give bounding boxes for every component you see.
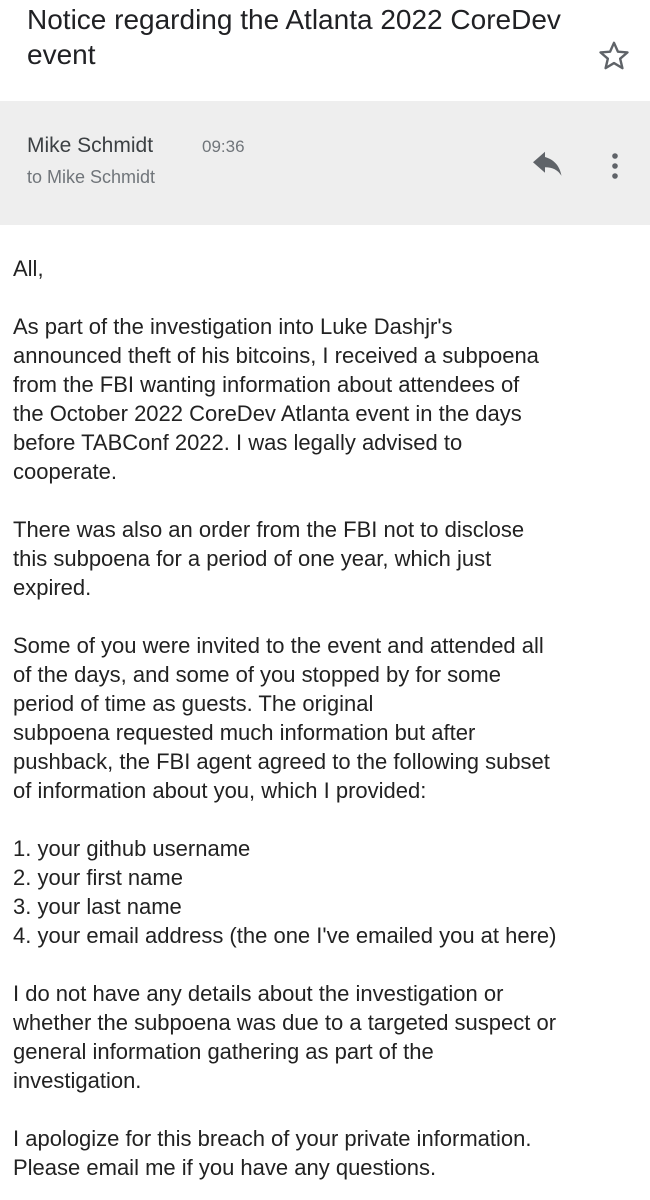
list-item: 2. your first name: [13, 865, 183, 890]
message-time: 09:36: [202, 137, 245, 156]
message-body: [13, 254, 643, 1182]
paragraph-apology: I apologize for this breach of your private information. Please email me if you have any questions.: [13, 1126, 532, 1180]
paragraph-no-details: I do not have any details about the investigation or whether the subpoena was due to a targeted suspect or general information gathering as part of the investigation.: [13, 981, 557, 1093]
email-subject: Notice regarding the Atlanta 2022 CoreDev event: [27, 4, 561, 70]
paragraph-investigation: As part of the investigation into Luke Dashjr's announced theft of his bitcoins, I received a subpoena from the FBI wanting information about attendees of the October 2022 CoreDev Atlanta event in the days before TABConf 2022. I was legally advised to cooperate.: [13, 314, 539, 484]
star-icon[interactable]: [596, 38, 632, 74]
more-vert-icon[interactable]: [602, 147, 628, 187]
reply-icon[interactable]: [530, 151, 566, 181]
info-list: [13, 834, 643, 950]
paragraph-disclosure-order: There was also an order from the FBI not to disclose this subpoena for a period of one year, which just expired.: [13, 517, 525, 600]
greeting: All,: [13, 256, 44, 281]
list-item: 4. your email address (the one I've emailed you at here): [13, 923, 557, 948]
message-header: [0, 101, 650, 225]
list-item: 3. your last name: [13, 894, 182, 919]
paragraph-attendees: Some of you were invited to the event and attended all of the days, and some of you stopped by for some period of time as guests. The original subpoena requested much information but after pushback, the FBI agent agreed to the following subset of information about you, which I provided:: [13, 633, 550, 803]
recipient-line[interactable]: to Mike Schmidt: [27, 167, 156, 187]
subject-bar: [0, 0, 650, 100]
list-item: 1. your github username: [13, 836, 251, 861]
sender-name[interactable]: Mike Schmidt: [27, 134, 154, 157]
